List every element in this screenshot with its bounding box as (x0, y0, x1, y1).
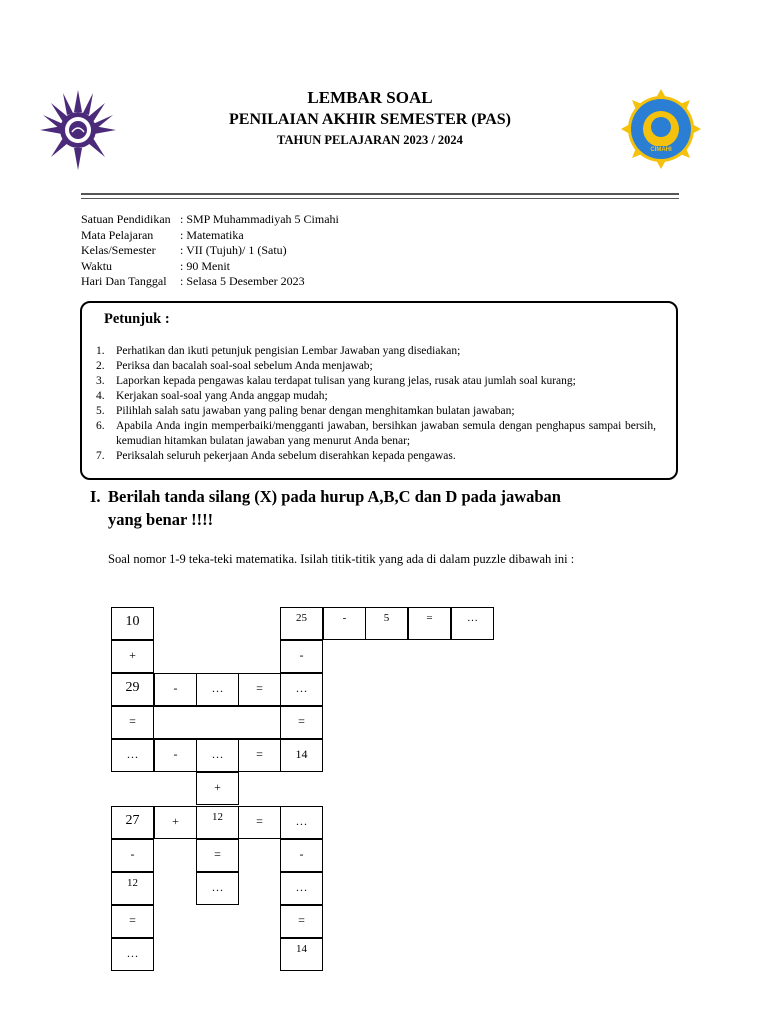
puzzle-cell: 12 (196, 806, 239, 839)
item-number: 2. (96, 360, 105, 372)
puzzle-cell: 27 (111, 806, 154, 839)
header-divider (81, 193, 679, 195)
puzzle-cell: 12 (111, 872, 154, 905)
info-label: Mata Pelajaran (81, 227, 154, 242)
puzzle-cell: - (154, 673, 197, 706)
school-logo-name: CIMAHI (650, 147, 672, 153)
info-value: : Matematika (180, 227, 244, 242)
info-value: : 90 Menit (180, 258, 230, 273)
list-item (96, 389, 656, 404)
puzzle-cell: = (238, 806, 281, 839)
puzzle-cell: - (111, 839, 154, 872)
school-logo (620, 88, 702, 170)
list-item (96, 344, 656, 359)
list-item (96, 359, 656, 374)
puzzle-cell: + (111, 640, 154, 673)
puzzle-cell: 5 (365, 607, 408, 640)
item-number: 5. (96, 405, 105, 417)
list-item (96, 404, 656, 419)
page-title: LEMBAR SOAL (307, 88, 433, 107)
list-item (96, 419, 656, 449)
item-number: 4. (96, 390, 105, 402)
info-row (81, 274, 339, 290)
puzzle-cell: … (196, 872, 239, 905)
academic-year: TAHUN PELAJARAN 2023 / 2024 (277, 133, 463, 147)
section-number: I. (90, 487, 101, 506)
info-row (81, 212, 339, 228)
puzzle-cell: … (280, 806, 323, 839)
puzzle-cell: … (280, 872, 323, 905)
puzzle-cell: … (196, 673, 239, 706)
puzzle-cell: 14 (280, 739, 323, 772)
puzzle-cell: = (280, 706, 323, 739)
item-number: 3. (96, 375, 105, 387)
puzzle-cell: = (238, 739, 281, 772)
page-subtitle: PENILAIAN AKHIR SEMESTER (PAS) (229, 111, 511, 128)
list-item (96, 374, 656, 389)
section-line-2: yang benar !!!! (108, 510, 214, 529)
puzzle-cell: … (196, 739, 239, 772)
item-text: Apabila Anda ingin memperbaiki/mengganti jawaban, bersihkan jawaban semula dengan penghapus sampai bersih, kemudian hitamkan bulatan jawaban yang menurut Anda benar; (116, 420, 656, 447)
puzzle-cell: … (451, 607, 494, 640)
item-text: Kerjakan soal-soal yang Anda anggap mudah; (116, 390, 328, 402)
item-number: 7. (96, 450, 105, 462)
puzzle-cell: = (111, 706, 154, 739)
puzzle-cell: 10 (111, 607, 154, 640)
puzzle-cell: = (280, 905, 323, 938)
item-text: Perhatikan dan ikuti petunjuk pengisian Lembar Jawaban yang disediakan; (116, 345, 461, 357)
puzzle-cell: = (196, 839, 239, 872)
info-label: Waktu (81, 258, 113, 273)
puzzle-instruction: Soal nomor 1-9 teka-teki matematika. Isilah titik-titik yang ada di dalam puzzle dibawah ini : (108, 552, 575, 566)
puzzle-cell: 14 (280, 938, 323, 971)
puzzle-cell: 29 (111, 673, 154, 706)
puzzle-cell: + (196, 772, 239, 805)
puzzle-cell: - (323, 607, 366, 640)
puzzle-cell: … (280, 673, 323, 706)
puzzle-gap (154, 706, 280, 739)
puzzle-cell: - (280, 839, 323, 872)
puzzle-cell: … (111, 938, 154, 971)
puzzle-cell: 25 (280, 607, 323, 640)
info-value: : Selasa 5 Desember 2023 (180, 274, 305, 288)
info-row (81, 228, 339, 244)
info-value: : VII (Tujuh)/ 1 (Satu) (180, 243, 287, 257)
puzzle-cell: = (408, 607, 451, 640)
info-row (81, 243, 339, 259)
puzzle-cell: - (154, 739, 197, 772)
info-value: : SMP Muhammadiyah 5 Cimahi (180, 212, 339, 226)
item-text: Pilihlah salah satu jawaban yang paling benar dengan menghitamkan bulatan jawaban; (116, 405, 515, 417)
instructions-title: Petunjuk : (104, 311, 170, 327)
info-row (81, 259, 339, 275)
info-label: Hari Dan Tanggal (81, 274, 167, 288)
info-label: Kelas/Semester (81, 243, 156, 257)
puzzle-cell: = (111, 905, 154, 938)
section-heading (90, 485, 561, 531)
item-number: 6. (96, 420, 105, 432)
exam-info (81, 212, 339, 290)
puzzle-cell: + (154, 806, 197, 839)
item-text: Periksalah seluruh pekerjaan Anda sebelum diserahkan kepada pengawas. (116, 450, 456, 462)
list-item (96, 449, 656, 464)
puzzle-cell: … (111, 739, 154, 772)
section-line-1 (90, 485, 561, 508)
item-text: Periksa dan bacalah soal-soal sebelum Anda menjawab; (116, 360, 373, 372)
puzzle-cell: = (238, 673, 281, 706)
header-divider-thin (81, 198, 679, 199)
puzzle-cell: - (280, 640, 323, 673)
item-number: 1. (96, 345, 105, 357)
info-label: Satuan Pendidikan (81, 212, 171, 226)
item-text: Laporkan kepada pengawas kalau terdapat tulisan yang kurang jelas, rusak atau jumlah soal kurang; (116, 375, 576, 387)
section-text: Berilah tanda silang (X) pada hurup A,B,C dan D pada jawaban (108, 487, 561, 506)
instructions-list (96, 344, 656, 464)
